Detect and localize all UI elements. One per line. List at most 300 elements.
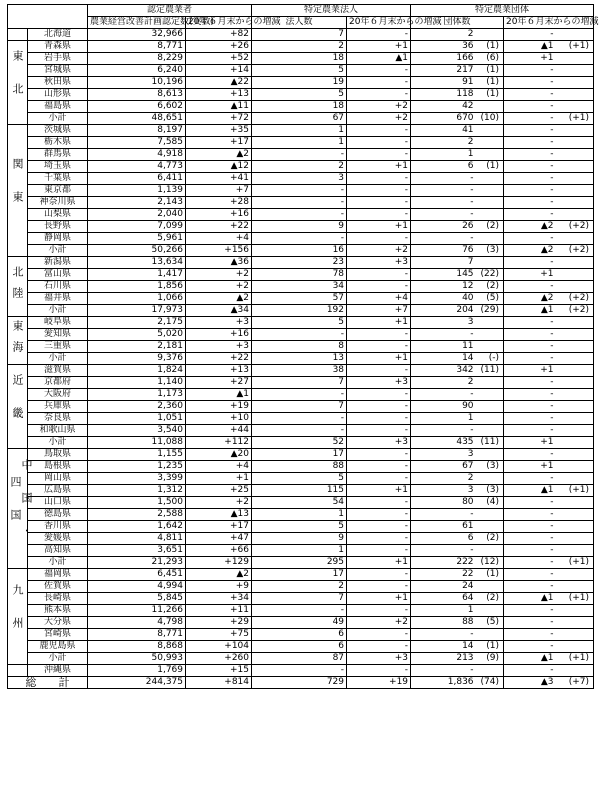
hojin-change: - [347, 605, 411, 617]
pref-name: 長野県 [28, 221, 88, 233]
table-row [8, 209, 594, 221]
dantai-count-paren: (11) [476, 365, 504, 377]
pref-name: 神奈川県 [28, 197, 88, 209]
dantai-change-paren [556, 233, 594, 245]
pref-name: 長崎県 [28, 593, 88, 605]
dantai-count: 145 [411, 269, 476, 281]
dantai-change-paren [556, 89, 594, 101]
dantai-count-paren: (10) [476, 113, 504, 125]
subtotal-row [8, 557, 594, 569]
total-row [8, 677, 594, 689]
hojin-count: 7 [252, 29, 347, 41]
nintei-count: 7,099 [88, 221, 186, 233]
pref-name: 小計 [28, 113, 88, 125]
dantai-change-paren [556, 533, 594, 545]
hojin-change: - [347, 389, 411, 401]
dantai-count-paren [476, 149, 504, 161]
hojin-count: - [252, 665, 347, 677]
hojin-count: - [252, 605, 347, 617]
hojin-count: 78 [252, 269, 347, 281]
hojin-change: - [347, 137, 411, 149]
dantai-change: - [504, 629, 556, 641]
dantai-count: 2 [411, 377, 476, 389]
nintei-change: +28 [186, 197, 252, 209]
nintei-change: ▲1 [186, 389, 252, 401]
nintei-change: +41 [186, 173, 252, 185]
dantai-count-paren: (3) [476, 245, 504, 257]
dantai-change: - [504, 149, 556, 161]
pref-name: 静岡県 [28, 233, 88, 245]
hojin-count: 18 [252, 53, 347, 65]
hojin-change: - [347, 173, 411, 185]
subtotal-row [8, 305, 594, 317]
dantai-count-paren: (5) [476, 617, 504, 629]
pref-name: 東京都 [28, 185, 88, 197]
nintei-change: +22 [186, 353, 252, 365]
dantai-change: - [504, 65, 556, 77]
hojin-change: +1 [347, 593, 411, 605]
dantai-count: 1 [411, 149, 476, 161]
hojin-change: - [347, 521, 411, 533]
dantai-change-paren [556, 521, 594, 533]
dantai-count: - [411, 425, 476, 437]
header-dantai-count: 団体数 [411, 17, 504, 29]
table-row [8, 137, 594, 149]
dantai-count-paren [476, 125, 504, 137]
nintei-change: ▲36 [186, 257, 252, 269]
table-row [8, 65, 594, 77]
dantai-count-paren: (4) [476, 497, 504, 509]
hojin-count: 5 [252, 473, 347, 485]
dantai-count: 24 [411, 581, 476, 593]
pref-name: 沖縄県 [28, 665, 88, 677]
nintei-count: 11,088 [88, 437, 186, 449]
hojin-count: 2 [252, 161, 347, 173]
dantai-change: - [504, 617, 556, 629]
dantai-count-paren: (9) [476, 653, 504, 665]
hojin-change: - [347, 497, 411, 509]
nintei-change: ▲13 [186, 509, 252, 521]
dantai-count-paren: (1) [476, 41, 504, 53]
statistics-table [7, 4, 599, 689]
hojin-change: - [347, 641, 411, 653]
region-label [8, 569, 28, 665]
table-row [8, 317, 594, 329]
pref-name: 千葉県 [28, 173, 88, 185]
pref-name: 三重県 [28, 341, 88, 353]
table-row [8, 629, 594, 641]
table-row [8, 593, 594, 605]
dantai-change-paren [556, 581, 594, 593]
nintei-change: +112 [186, 437, 252, 449]
dantai-count: 42 [411, 101, 476, 113]
hojin-count: 18 [252, 101, 347, 113]
hojin-change: +2 [347, 617, 411, 629]
pref-name: 愛知県 [28, 329, 88, 341]
dantai-count-paren [476, 605, 504, 617]
dantai-count: 61 [411, 521, 476, 533]
table-row [8, 29, 594, 41]
dantai-change: - [504, 665, 556, 677]
hojin-count: 1 [252, 509, 347, 521]
table-row [8, 641, 594, 653]
dantai-count-paren [476, 521, 504, 533]
hojin-change: +1 [347, 317, 411, 329]
nintei-change: +260 [186, 653, 252, 665]
dantai-change: - [504, 89, 556, 101]
nintei-count: 1,769 [88, 665, 186, 677]
dantai-change-paren [556, 149, 594, 161]
nintei-count: 1,066 [88, 293, 186, 305]
dantai-count-paren [476, 341, 504, 353]
pref-name: 岡山県 [28, 473, 88, 485]
pref-name: 福井県 [28, 293, 88, 305]
nintei-change: +11 [186, 605, 252, 617]
dantai-change: +1 [504, 53, 556, 65]
header-hojin-count: 法人数 [252, 17, 347, 29]
nintei-count: 6,451 [88, 569, 186, 581]
subtotal-row [8, 653, 594, 665]
nintei-change: +29 [186, 617, 252, 629]
pref-name: 富山県 [28, 269, 88, 281]
table-row [8, 197, 594, 209]
table-row [8, 161, 594, 173]
nintei-count: 1,140 [88, 377, 186, 389]
dantai-count-paren: (-) [476, 353, 504, 365]
pref-name: 茨城県 [28, 125, 88, 137]
dantai-change: - [504, 605, 556, 617]
dantai-count: - [411, 329, 476, 341]
pref-name: 鹿児島県 [28, 641, 88, 653]
dantai-count: 22 [411, 569, 476, 581]
dantai-change-paren [556, 257, 594, 269]
hojin-count: 7 [252, 593, 347, 605]
nintei-change: +9 [186, 581, 252, 593]
region-text: 東北 [11, 49, 24, 116]
pref-name: 滋賀県 [28, 365, 88, 377]
dantai-change: +1 [504, 269, 556, 281]
total-dantai-count-paren: (74) [476, 677, 504, 689]
hojin-change: - [347, 65, 411, 77]
pref-name: 小計 [28, 353, 88, 365]
table-row [8, 269, 594, 281]
dantai-change: - [504, 173, 556, 185]
hojin-count: - [252, 209, 347, 221]
hojin-count: 2 [252, 581, 347, 593]
hojin-change: - [347, 269, 411, 281]
dantai-change: +1 [504, 461, 556, 473]
table-row [8, 545, 594, 557]
hojin-change: - [347, 233, 411, 245]
dantai-change-paren: (+1) [556, 485, 594, 497]
nintei-change: +27 [186, 377, 252, 389]
nintei-change: ▲12 [186, 161, 252, 173]
dantai-change-paren [556, 161, 594, 173]
region-label [8, 41, 28, 125]
nintei-count: 7,585 [88, 137, 186, 149]
total-label: 総 計 [8, 677, 88, 689]
hojin-count: - [252, 233, 347, 245]
hojin-change: - [347, 341, 411, 353]
hojin-count: 1 [252, 125, 347, 137]
nintei-change: +104 [186, 641, 252, 653]
nintei-change: ▲22 [186, 77, 252, 89]
pref-name: 兵庫県 [28, 401, 88, 413]
region-label [8, 665, 28, 677]
nintei-count: 50,993 [88, 653, 186, 665]
dantai-change-paren: (+1) [556, 113, 594, 125]
hojin-change: ▲1 [347, 53, 411, 65]
nintei-change: +1 [186, 473, 252, 485]
dantai-change-paren [556, 329, 594, 341]
hojin-count: 17 [252, 449, 347, 461]
nintei-change: +47 [186, 533, 252, 545]
dantai-count: 14 [411, 641, 476, 653]
nintei-count: 2,360 [88, 401, 186, 413]
region-label [8, 449, 33, 569]
dantai-change-paren [556, 629, 594, 641]
col-group-nintei: 認定農業者 [88, 5, 252, 17]
nintei-change: +75 [186, 629, 252, 641]
nintei-count: 1,856 [88, 281, 186, 293]
hojin-count: 19 [252, 77, 347, 89]
hojin-change: +1 [347, 161, 411, 173]
hojin-count: 17 [252, 569, 347, 581]
dantai-count: 12 [411, 281, 476, 293]
hojin-count: 1 [252, 137, 347, 149]
dantai-count-paren: (1) [476, 89, 504, 101]
pref-name: 小計 [28, 305, 88, 317]
table-row [8, 41, 594, 53]
dantai-change: - [504, 425, 556, 437]
hojin-change: - [347, 281, 411, 293]
dantai-count-paren: (2) [476, 593, 504, 605]
table-row [8, 569, 594, 581]
dantai-count: - [411, 665, 476, 677]
dantai-change-paren: (+1) [556, 593, 594, 605]
pref-name: 香川県 [28, 521, 88, 533]
dantai-count: 213 [411, 653, 476, 665]
nintei-change: +129 [186, 557, 252, 569]
dantai-count: - [411, 233, 476, 245]
hojin-change: - [347, 413, 411, 425]
region-label [8, 29, 28, 41]
dantai-change-paren [556, 437, 594, 449]
nintei-change: +19 [186, 401, 252, 413]
nintei-change: +156 [186, 245, 252, 257]
nintei-change: ▲20 [186, 449, 252, 461]
table-row [8, 521, 594, 533]
nintei-count: 8,868 [88, 641, 186, 653]
nintei-count: 5,845 [88, 593, 186, 605]
nintei-count: 48,651 [88, 113, 186, 125]
hojin-change: - [347, 545, 411, 557]
nintei-change: +13 [186, 365, 252, 377]
nintei-change: +35 [186, 125, 252, 137]
dantai-count: - [411, 173, 476, 185]
dantai-change-paren [556, 641, 594, 653]
nintei-change: ▲2 [186, 569, 252, 581]
table-row [8, 533, 594, 545]
hojin-change: - [347, 425, 411, 437]
dantai-count-paren: (29) [476, 305, 504, 317]
hojin-count: 192 [252, 305, 347, 317]
nintei-change: +15 [186, 665, 252, 677]
nintei-count: 8,197 [88, 125, 186, 137]
dantai-change: ▲1 [504, 305, 556, 317]
dantai-count-paren [476, 257, 504, 269]
total-dantai-change: ▲3 [504, 677, 556, 689]
table-row [8, 53, 594, 65]
dantai-change-paren: (+2) [556, 305, 594, 317]
dantai-change-paren: (+1) [556, 41, 594, 53]
dantai-count-paren [476, 581, 504, 593]
table-row [8, 425, 594, 437]
dantai-count: - [411, 185, 476, 197]
dantai-count-paren: (12) [476, 557, 504, 569]
total-dantai-count: 1,836 [411, 677, 476, 689]
dantai-count: - [411, 629, 476, 641]
nintei-count: 2,175 [88, 317, 186, 329]
nintei-count: 4,994 [88, 581, 186, 593]
hojin-count: 7 [252, 377, 347, 389]
region-text: 近畿 [11, 373, 24, 440]
table-row [8, 497, 594, 509]
hojin-change: - [347, 329, 411, 341]
dantai-count-paren [476, 629, 504, 641]
hojin-change: +2 [347, 101, 411, 113]
dantai-count-paren [476, 185, 504, 197]
col-group-hojin: 特定農業法人 [252, 5, 411, 17]
nintei-count: 1,500 [88, 497, 186, 509]
dantai-change-paren [556, 449, 594, 461]
dantai-count-paren: (3) [476, 461, 504, 473]
pref-name: 島根県 [28, 461, 88, 473]
nintei-change: +10 [186, 413, 252, 425]
nintei-count: 2,181 [88, 341, 186, 353]
nintei-change: +17 [186, 521, 252, 533]
hojin-count: 2 [252, 41, 347, 53]
hojin-change: - [347, 461, 411, 473]
nintei-change: +52 [186, 53, 252, 65]
hojin-change: - [347, 665, 411, 677]
subtotal-row [8, 113, 594, 125]
dantai-change: ▲1 [504, 653, 556, 665]
total-hojin-count: 729 [252, 677, 347, 689]
dantai-change: - [504, 101, 556, 113]
dantai-count-paren [476, 29, 504, 41]
hojin-count: 6 [252, 629, 347, 641]
hojin-change: - [347, 629, 411, 641]
dantai-change: - [504, 581, 556, 593]
nintei-change: ▲11 [186, 101, 252, 113]
hojin-change: +7 [347, 305, 411, 317]
dantai-change-paren [556, 197, 594, 209]
nintei-count: 13,634 [88, 257, 186, 269]
table-row [8, 281, 594, 293]
hojin-change: - [347, 533, 411, 545]
col-group-dantai: 特定農業団体 [411, 5, 594, 17]
table-row [8, 617, 594, 629]
dantai-count: - [411, 389, 476, 401]
table-row [8, 101, 594, 113]
hojin-count: 6 [252, 641, 347, 653]
nintei-count: 11,266 [88, 605, 186, 617]
hojin-change: - [347, 149, 411, 161]
pref-name: 岩手県 [28, 53, 88, 65]
dantai-change: ▲1 [504, 485, 556, 497]
dantai-change-paren [556, 497, 594, 509]
dantai-change: - [504, 449, 556, 461]
dantai-change-paren [556, 281, 594, 293]
dantai-change: - [504, 641, 556, 653]
nintei-count: 32,966 [88, 29, 186, 41]
dantai-change: +1 [504, 437, 556, 449]
pref-name: 小計 [28, 557, 88, 569]
dantai-change: - [504, 497, 556, 509]
region-label [8, 317, 28, 365]
nintei-change: +14 [186, 65, 252, 77]
table-row [8, 413, 594, 425]
dantai-count: 118 [411, 89, 476, 101]
region-text: 東海 [11, 319, 24, 362]
nintei-count: 21,293 [88, 557, 186, 569]
nintei-change: ▲34 [186, 305, 252, 317]
nintei-change: +2 [186, 269, 252, 281]
nintei-count: 1,051 [88, 413, 186, 425]
nintei-count: 2,040 [88, 209, 186, 221]
nintei-change: +34 [186, 593, 252, 605]
hojin-count: 115 [252, 485, 347, 497]
dantai-change: - [504, 197, 556, 209]
header-dantai-change: 20年６月末からの増減 [504, 17, 594, 29]
hojin-change: +4 [347, 293, 411, 305]
hojin-change: +1 [347, 485, 411, 497]
pref-name: 宮城県 [28, 65, 88, 77]
dantai-count: 26 [411, 221, 476, 233]
pref-name: 広島県 [28, 485, 88, 497]
nintei-count: 1,824 [88, 365, 186, 377]
dantai-count: 11 [411, 341, 476, 353]
pref-name: 高知県 [28, 545, 88, 557]
nintei-change: +66 [186, 545, 252, 557]
hojin-count: - [252, 185, 347, 197]
dantai-count-paren [476, 413, 504, 425]
nintei-change: +4 [186, 461, 252, 473]
hojin-count: 9 [252, 221, 347, 233]
total-nintei-change: +814 [186, 677, 252, 689]
dantai-change-paren: (+2) [556, 245, 594, 257]
table-body [8, 29, 594, 689]
hojin-change: - [347, 449, 411, 461]
dantai-change-paren [556, 473, 594, 485]
dantai-change-paren [556, 29, 594, 41]
table-row [8, 293, 594, 305]
nintei-count: 1,173 [88, 389, 186, 401]
dantai-change-paren [556, 389, 594, 401]
dantai-change-paren [556, 173, 594, 185]
dantai-change: - [504, 353, 556, 365]
pref-name: 山梨県 [28, 209, 88, 221]
hojin-count: 5 [252, 317, 347, 329]
dantai-count-paren [476, 665, 504, 677]
nintei-change: +25 [186, 485, 252, 497]
dantai-change-paren [556, 569, 594, 581]
nintei-change: +16 [186, 209, 252, 221]
dantai-change: - [504, 257, 556, 269]
hojin-change: +3 [347, 653, 411, 665]
nintei-count: 1,155 [88, 449, 186, 461]
